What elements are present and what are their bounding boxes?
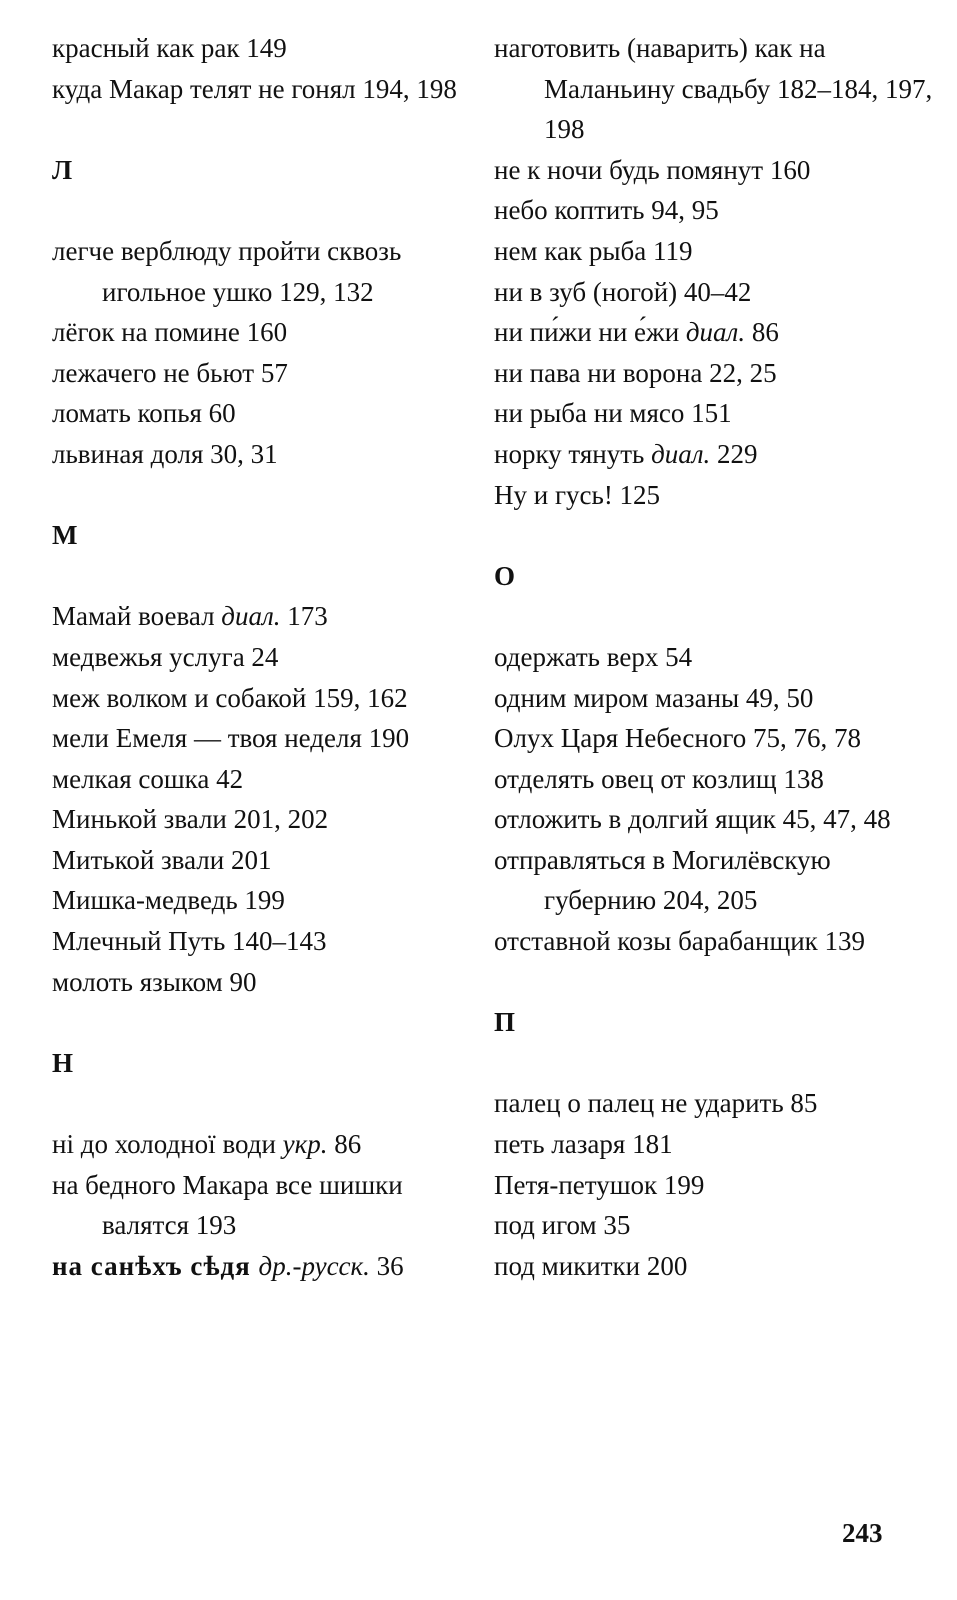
entry-text-part: Мамай воевал [52,601,222,632]
index-entry: небо коптить 94, 95 [494,195,719,226]
index-entry: одержать верх 54 [494,641,693,672]
index-entry: отделять овец от козлищ 138 [494,763,824,794]
index-entry: под микитки 200 [494,1250,688,1281]
index-entry: не к ночи будь помянут 160 [494,154,811,185]
index-entry: мели Емеля — твоя неделя 190 [52,723,410,754]
index-entry: одним миром мазаны 49, 50 [494,682,814,713]
index-entry: на бедного Макара все шишки валятся 193 [52,1169,403,1241]
entry-text-part: 173 [280,601,328,632]
index-entry: ломать копья 60 [52,398,236,429]
entry-label-italic: диал. [651,438,711,469]
index-entry: петь лазаря 181 [494,1129,673,1160]
entry-text-part: 86 [745,317,779,348]
entry-label-italic: диал. [685,317,746,348]
index-entry: львиная доля 30, 31 [52,438,278,469]
index-entry: куда Макар телят не гонял 194, 198 [52,73,457,104]
section-letter: Л [52,154,73,185]
index-entry: Ну и гусь! 125 [494,479,661,510]
index-entry [52,1124,462,1165]
index-entry: ни пава ни ворона 22, 25 [494,357,777,388]
entry-label-italic: укр. [282,1129,328,1160]
index-entry [52,1246,462,1287]
section-letter: О [494,560,516,591]
entry-text-part: 36 [369,1250,404,1281]
entry-label-italic: др.-русск. [258,1250,370,1281]
index-entry: красный как рак 149 [52,33,287,63]
index-column-right [494,28,934,1286]
index-entry: Петя-петушок 199 [494,1169,705,1200]
index-entry: Митькой звали 201 [52,844,272,875]
index-entry: молоть языком 90 [52,966,257,997]
index-entry: Олух Царя Небесного 75, 76, 78 [494,723,861,754]
index-entry: ни в зуб (ногой) 40–42 [494,276,752,307]
section-letter: Н [52,1047,74,1078]
index-entry: меж волком и собакой 159, 162 [52,682,408,713]
index-entry: под игом 35 [494,1210,631,1241]
index-column-left [52,28,462,1286]
index-entry: отправляться в Могилёвскую губернию 204, 205 [494,844,831,916]
index-entry: мелкая сошка 42 [52,763,244,794]
index-entry: отложить в долгий ящик 45, 47, 48 [494,804,891,835]
page-number: 243 [842,1518,883,1548]
index-entry: Мишка-медведь 199 [52,885,285,916]
entry-label-italic: диал. [221,601,281,632]
index-entry: отставной козы барабанщик 139 [494,926,866,957]
index-entry: медвежья услуга 24 [52,641,279,672]
index-entry [494,312,934,353]
index-entry: наготовить (наварить) как на Маланьину свадьбу 182–184, 197, 198 [494,33,933,145]
index-entry [494,434,934,475]
index-entry: ни рыба ни мясо 151 [494,398,732,429]
index-entry: лежачего не бьют 57 [52,357,288,388]
index-entry: Минькой звали 201, 202 [52,804,329,835]
entry-text-part: ни пи́жи ни е́жи [494,317,686,348]
entry-text-part: ні до холодної води [52,1129,283,1160]
entry-text-part: 229 [710,438,758,469]
entry-text-part: 86 [327,1129,362,1160]
index-entry: Млечный Путь 140–143 [52,926,327,957]
section-letter: М [52,520,78,551]
index-entry: легче верблюду пройти сквозь игольное ушко 129, 132 [52,235,402,307]
index-entry: лёгок на помине 160 [52,317,288,348]
index-entry [52,596,462,637]
entry-text-part: норку тянуть [494,438,652,469]
index-entry: палец о палец не ударить 85 [494,1088,818,1119]
entry-text-part: на санѣхъ сѣдя [52,1250,259,1281]
section-letter: П [494,1007,516,1038]
index-entry: нем как рыба 119 [494,235,693,266]
